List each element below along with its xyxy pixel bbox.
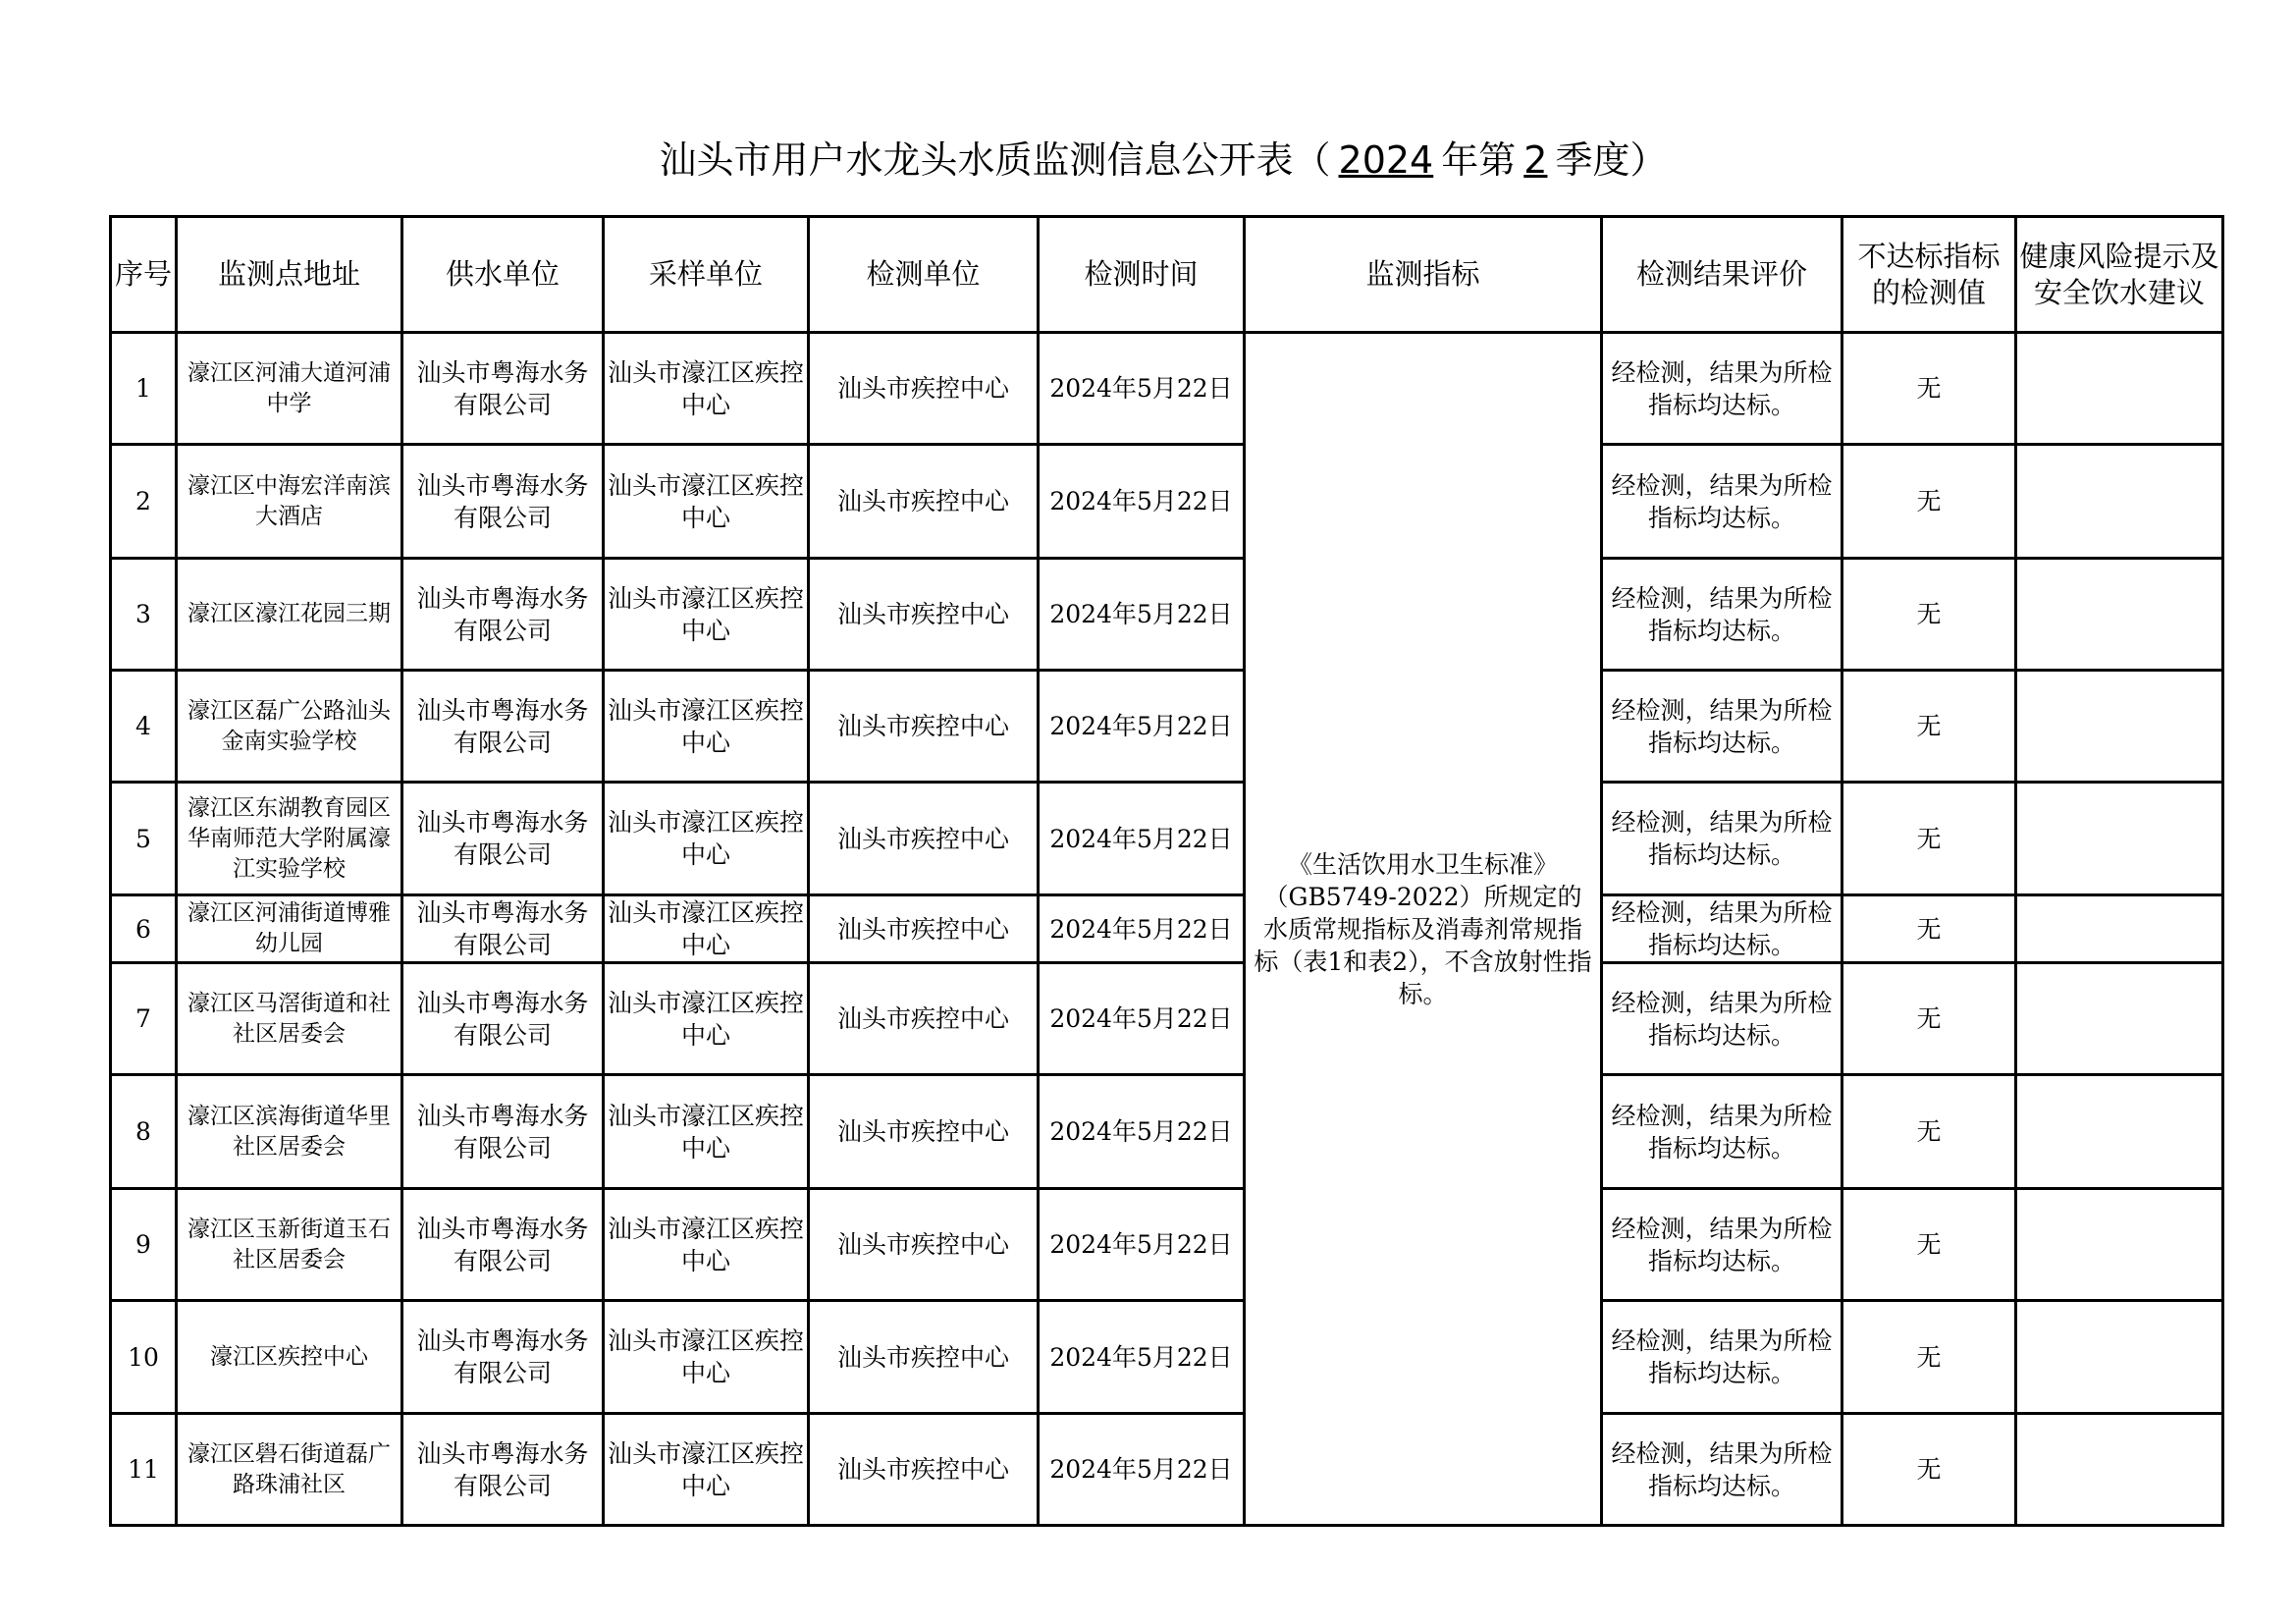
cell-date: 2024年5月22日 [1039, 559, 1245, 671]
cell-supply: 汕头市粤海水务有限公司 [402, 783, 604, 895]
header-advice: 健康风险提示及安全饮水建议 [2016, 217, 2223, 333]
table-row [111, 671, 2223, 783]
cell-tester: 汕头市疾控中心 [809, 671, 1039, 783]
cell-tester: 汕头市疾控中心 [809, 1414, 1039, 1526]
cell-no: 1 [111, 333, 177, 445]
title-text-mid: 年第 [1441, 138, 1517, 182]
header-no: 序号 [111, 217, 177, 333]
cell-sampler: 汕头市濠江区疾控中心 [604, 1189, 809, 1301]
cell-supply: 汕头市粤海水务有限公司 [402, 445, 604, 559]
cell-tester: 汕头市疾控中心 [809, 333, 1039, 445]
cell-sampler: 汕头市濠江区疾控中心 [604, 671, 809, 783]
cell-no: 9 [111, 1189, 177, 1301]
cell-tester: 汕头市疾控中心 [809, 895, 1039, 963]
cell-sampler: 汕头市濠江区疾控中心 [604, 445, 809, 559]
cell-supply: 汕头市粤海水务有限公司 [402, 1414, 604, 1526]
cell-date: 2024年5月22日 [1039, 895, 1245, 963]
header-sampler: 采样单位 [604, 217, 809, 333]
cell-tester: 汕头市疾控中心 [809, 1189, 1039, 1301]
cell-advice [2016, 1301, 2223, 1414]
cell-tester: 汕头市疾控中心 [809, 445, 1039, 559]
cell-no: 4 [111, 671, 177, 783]
cell-date: 2024年5月22日 [1039, 1414, 1245, 1526]
cell-supply: 汕头市粤海水务有限公司 [402, 1189, 604, 1301]
cell-addr: 濠江区马滘街道和社社区居委会 [177, 963, 402, 1075]
header-result: 检测结果评价 [1602, 217, 1842, 333]
cell-addr: 濠江区濠江花园三期 [177, 559, 402, 671]
table-row [111, 445, 2223, 559]
water-quality-table [109, 215, 2224, 1527]
cell-advice [2016, 333, 2223, 445]
cell-result: 经检测，结果为所检指标均达标。 [1602, 1189, 1842, 1301]
cell-no: 6 [111, 895, 177, 963]
cell-value: 无 [1842, 445, 2016, 559]
cell-addr: 濠江区磊广公路汕头金南实验学校 [177, 671, 402, 783]
cell-value: 无 [1842, 559, 2016, 671]
cell-value: 无 [1842, 1075, 2016, 1189]
cell-result: 经检测，结果为所检指标均达标。 [1602, 1414, 1842, 1526]
cell-advice [2016, 1075, 2223, 1189]
title-text: 汕头市用户水龙头水质监测信息公开表（ [659, 138, 1331, 182]
cell-result: 经检测，结果为所检指标均达标。 [1602, 333, 1842, 445]
cell-result: 经检测，结果为所检指标均达标。 [1602, 559, 1842, 671]
header-tester: 检测单位 [809, 217, 1039, 333]
cell-value: 无 [1842, 1414, 2016, 1526]
cell-advice [2016, 445, 2223, 559]
cell-no: 3 [111, 559, 177, 671]
cell-addr: 濠江区玉新街道玉石社区居委会 [177, 1189, 402, 1301]
header-address: 监测点地址 [177, 217, 402, 333]
header-supplier: 供水单位 [402, 217, 604, 333]
cell-supply: 汕头市粤海水务有限公司 [402, 1075, 604, 1189]
cell-no: 11 [111, 1414, 177, 1526]
cell-advice [2016, 895, 2223, 963]
cell-date: 2024年5月22日 [1039, 671, 1245, 783]
cell-result: 经检测，结果为所检指标均达标。 [1602, 963, 1842, 1075]
cell-tester: 汕头市疾控中心 [809, 1075, 1039, 1189]
cell-addr: 濠江区中海宏洋南滨大酒店 [177, 445, 402, 559]
cell-tester: 汕头市疾控中心 [809, 963, 1039, 1075]
table-row [111, 895, 2223, 963]
cell-date: 2024年5月22日 [1039, 445, 1245, 559]
table-row [111, 963, 2223, 1075]
header-date: 检测时间 [1039, 217, 1245, 333]
cell-advice [2016, 1189, 2223, 1301]
cell-result: 经检测，结果为所检指标均达标。 [1602, 783, 1842, 895]
indicator-cell: 《生活饮用水卫生标准》（GB5749-2022）所规定的水质常规指标及消毒剂常规指标（表1和表2），不含放射性指标。 [1245, 333, 1602, 1526]
cell-result: 经检测，结果为所检指标均达标。 [1602, 445, 1842, 559]
table-row [111, 1414, 2223, 1526]
cell-sampler: 汕头市濠江区疾控中心 [604, 1301, 809, 1414]
cell-sampler: 汕头市濠江区疾控中心 [604, 963, 809, 1075]
cell-advice [2016, 1414, 2223, 1526]
page-title [0, 130, 2296, 184]
cell-value: 无 [1842, 1301, 2016, 1414]
cell-advice [2016, 963, 2223, 1075]
cell-sampler: 汕头市濠江区疾控中心 [604, 895, 809, 963]
cell-no: 7 [111, 963, 177, 1075]
cell-advice [2016, 671, 2223, 783]
cell-value: 无 [1842, 783, 2016, 895]
cell-advice [2016, 783, 2223, 895]
cell-result: 经检测，结果为所检指标均达标。 [1602, 895, 1842, 963]
title-quarter: 2 [1523, 138, 1548, 182]
cell-date: 2024年5月22日 [1039, 1189, 1245, 1301]
cell-advice [2016, 559, 2223, 671]
cell-addr: 濠江区礐石街道磊广路珠浦社区 [177, 1414, 402, 1526]
table-row [111, 1189, 2223, 1301]
cell-sampler: 汕头市濠江区疾控中心 [604, 1414, 809, 1526]
cell-value: 无 [1842, 333, 2016, 445]
cell-value: 无 [1842, 895, 2016, 963]
table-row [111, 559, 2223, 671]
cell-supply: 汕头市粤海水务有限公司 [402, 333, 604, 445]
cell-result: 经检测，结果为所检指标均达标。 [1602, 1301, 1842, 1414]
cell-addr: 濠江区东湖教育园区华南师范大学附属濠江实验学校 [177, 783, 402, 895]
cell-result: 经检测，结果为所检指标均达标。 [1602, 1075, 1842, 1189]
cell-sampler: 汕头市濠江区疾控中心 [604, 1075, 809, 1189]
cell-sampler: 汕头市濠江区疾控中心 [604, 333, 809, 445]
title-text-end: 季度） [1555, 138, 1668, 182]
cell-tester: 汕头市疾控中心 [809, 559, 1039, 671]
cell-value: 无 [1842, 963, 2016, 1075]
table-row [111, 1301, 2223, 1414]
header-indicator: 监测指标 [1245, 217, 1602, 333]
cell-result: 经检测，结果为所检指标均达标。 [1602, 671, 1842, 783]
cell-no: 8 [111, 1075, 177, 1189]
table-row [111, 783, 2223, 895]
cell-no: 10 [111, 1301, 177, 1414]
cell-sampler: 汕头市濠江区疾控中心 [604, 559, 809, 671]
cell-supply: 汕头市粤海水务有限公司 [402, 1301, 604, 1414]
cell-supply: 汕头市粤海水务有限公司 [402, 671, 604, 783]
cell-supply: 汕头市粤海水务有限公司 [402, 895, 604, 963]
cell-no: 5 [111, 783, 177, 895]
cell-date: 2024年5月22日 [1039, 963, 1245, 1075]
cell-date: 2024年5月22日 [1039, 1075, 1245, 1189]
cell-date: 2024年5月22日 [1039, 1301, 1245, 1414]
cell-sampler: 汕头市濠江区疾控中心 [604, 783, 809, 895]
cell-tester: 汕头市疾控中心 [809, 783, 1039, 895]
cell-addr: 濠江区河浦大道河浦中学 [177, 333, 402, 445]
table-row [111, 333, 2223, 445]
cell-value: 无 [1842, 671, 2016, 783]
cell-supply: 汕头市粤海水务有限公司 [402, 559, 604, 671]
table-header-row [111, 217, 2223, 333]
cell-addr: 濠江区滨海街道华里社区居委会 [177, 1075, 402, 1189]
header-failed-value: 不达标指标的检测值 [1842, 217, 2016, 333]
cell-value: 无 [1842, 1189, 2016, 1301]
cell-addr: 濠江区河浦街道博雅幼儿园 [177, 895, 402, 963]
cell-date: 2024年5月22日 [1039, 333, 1245, 445]
cell-date: 2024年5月22日 [1039, 783, 1245, 895]
table-row [111, 1075, 2223, 1189]
cell-supply: 汕头市粤海水务有限公司 [402, 963, 604, 1075]
cell-tester: 汕头市疾控中心 [809, 1301, 1039, 1414]
title-year: 2024 [1338, 138, 1434, 182]
cell-addr: 濠江区疾控中心 [177, 1301, 402, 1414]
cell-no: 2 [111, 445, 177, 559]
